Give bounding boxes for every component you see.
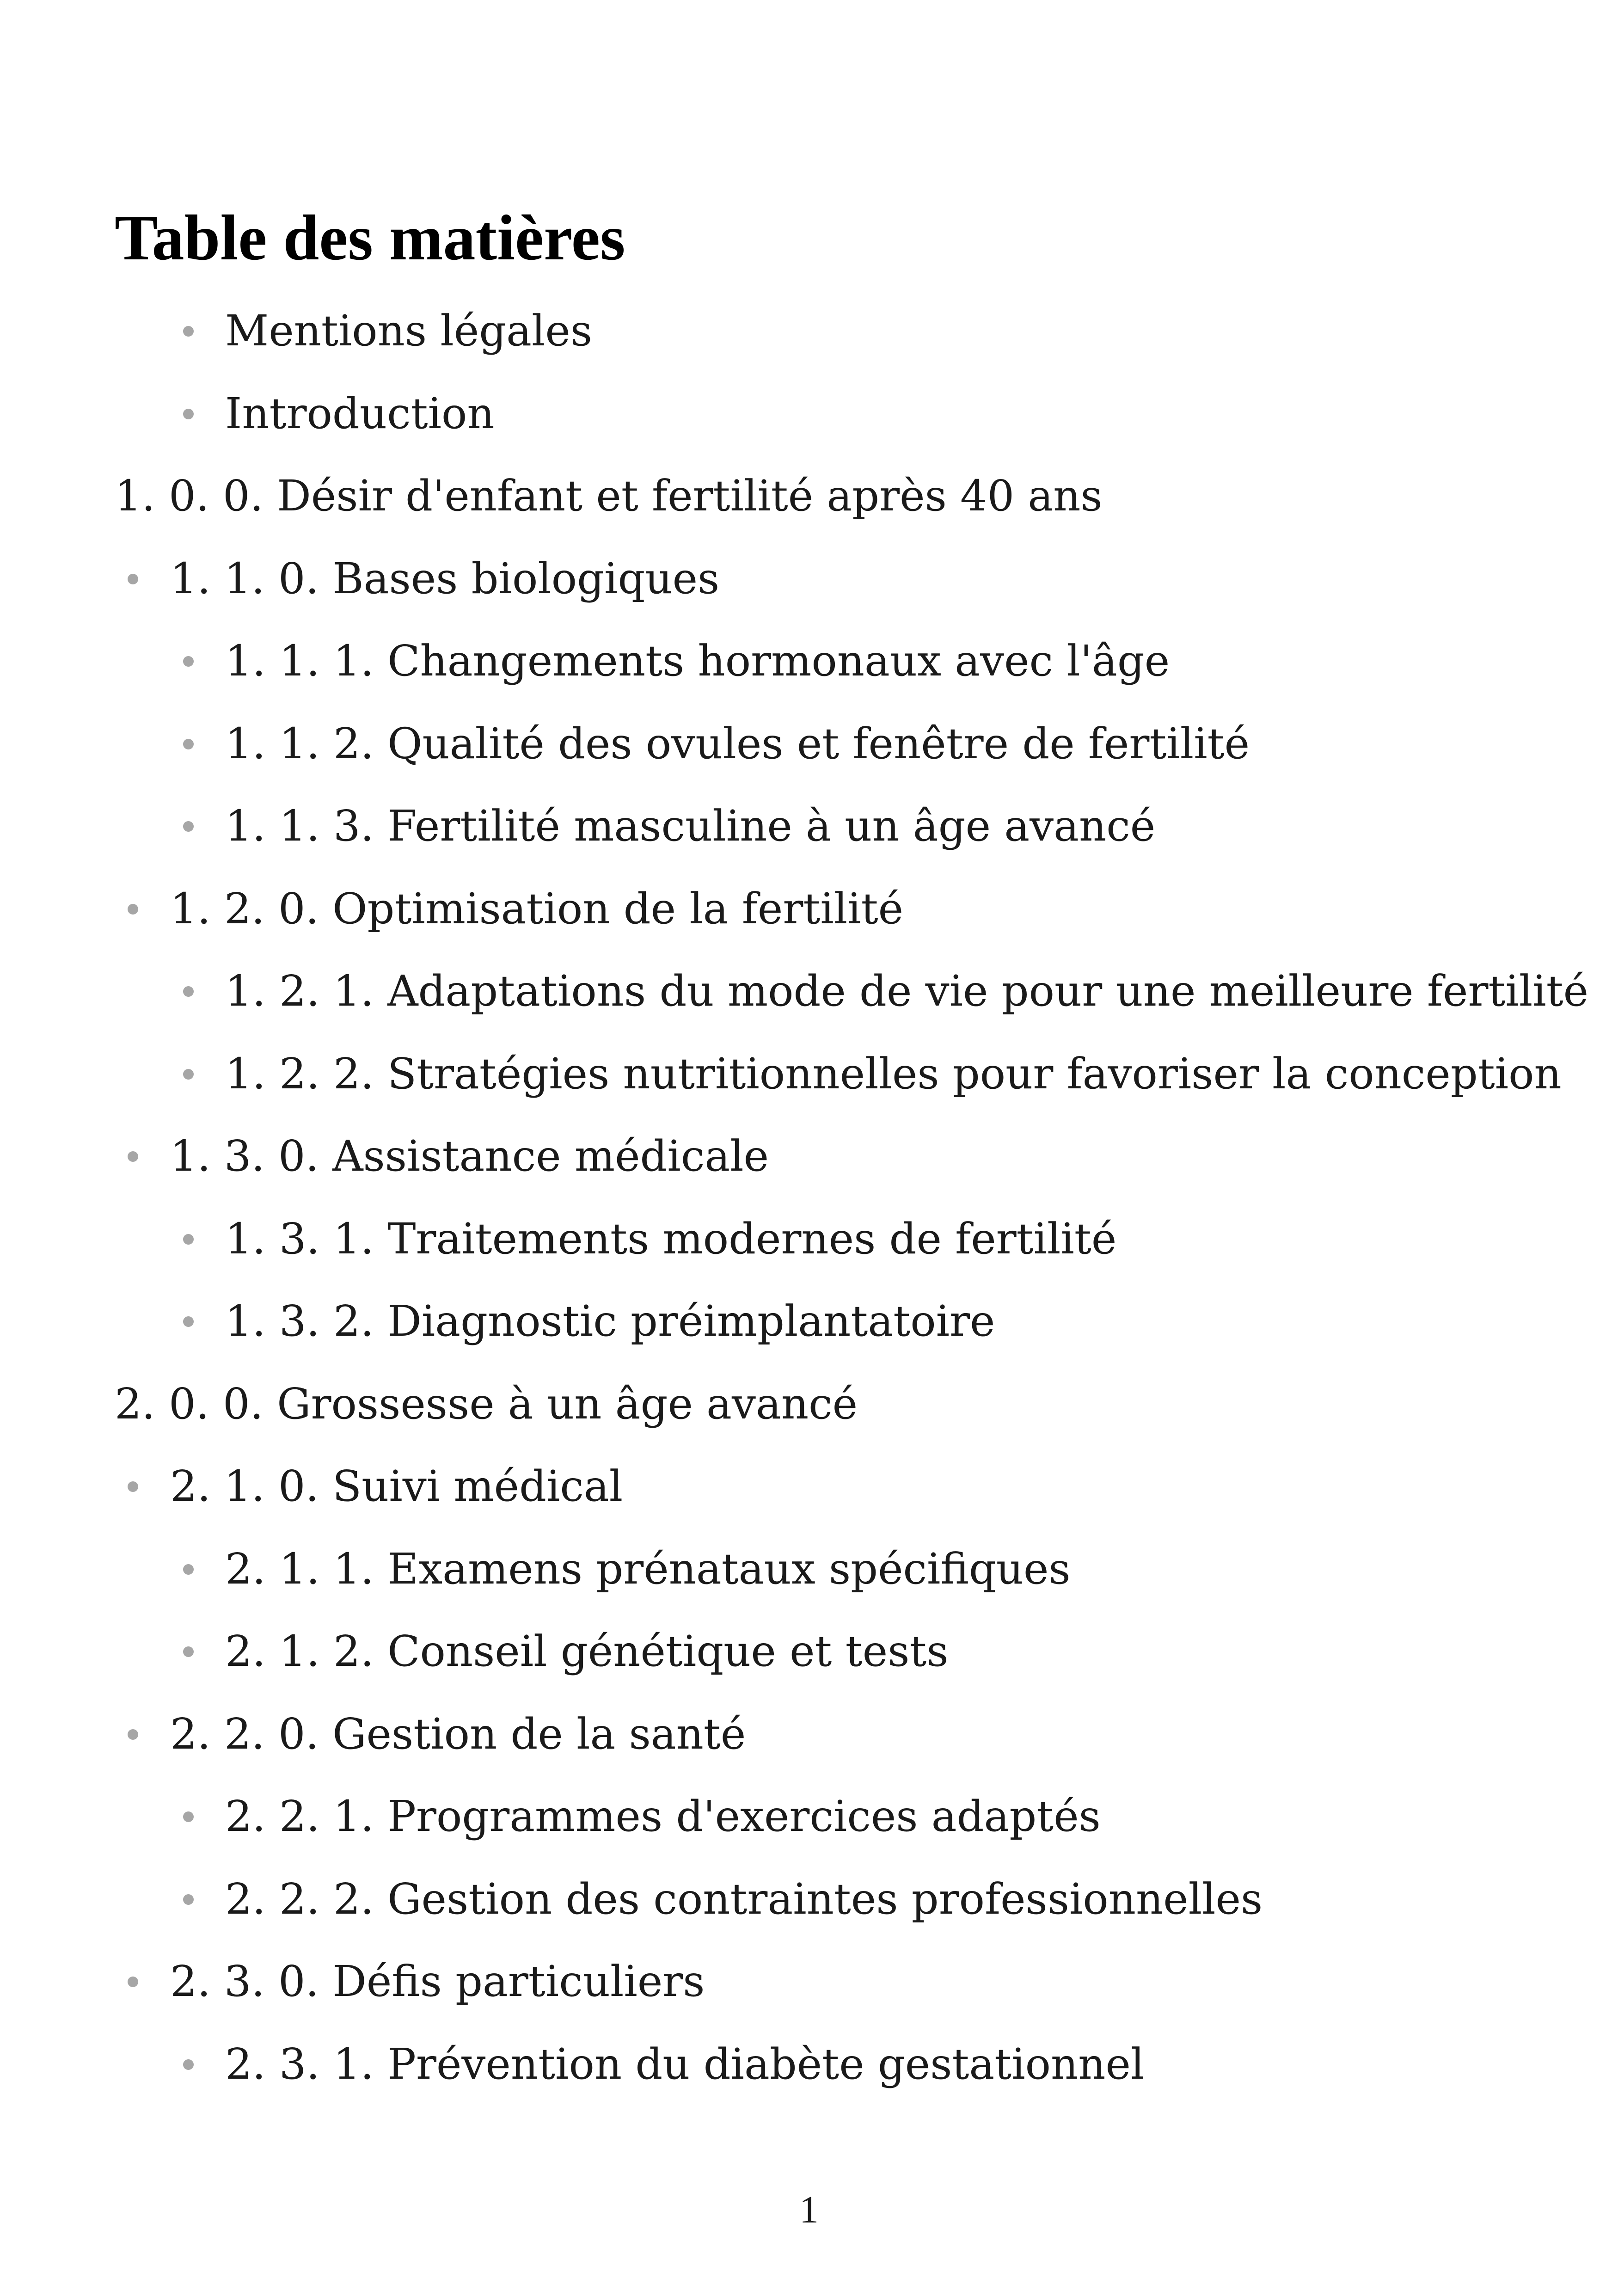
toc-section-entry[interactable] — [0, 1115, 1618, 1198]
toc-chapter-entry[interactable] — [0, 1363, 1618, 1446]
bullet-icon — [128, 904, 138, 915]
toc-entry-label[interactable]: 2. 2. 1. Programmes d'exercices adaptés — [225, 1792, 1101, 1841]
toc-entry-label[interactable]: 1. 1. 0. Bases biologiques — [170, 553, 720, 603]
toc-section-entry[interactable] — [0, 1940, 1618, 2023]
bullet-icon — [183, 2059, 194, 2070]
toc-subsection-entry[interactable] — [0, 1858, 1618, 1941]
toc-subsection-entry[interactable] — [0, 1198, 1618, 1281]
bullet-icon — [183, 1811, 194, 1822]
bullet-icon — [128, 1729, 138, 1740]
bullet-icon — [183, 326, 194, 337]
toc-entry-label[interactable]: 2. 3. 0. Défis particuliers — [170, 1957, 705, 2006]
toc-subsection-entry[interactable] — [0, 1033, 1618, 1116]
toc-entry-label[interactable]: 1. 1. 2. Qualité des ovules et fenêtre de fertilité — [225, 718, 1250, 768]
toc-entry-label[interactable]: 2. 1. 2. Conseil génétique et tests — [225, 1627, 949, 1676]
toc-list — [0, 290, 1618, 2106]
toc-subsection-entry[interactable] — [0, 373, 1618, 455]
bullet-icon — [128, 574, 138, 584]
bullet-icon — [183, 1894, 194, 1905]
bullet-icon — [183, 1234, 194, 1245]
toc-subsection-entry[interactable] — [0, 1280, 1618, 1363]
toc-subsection-entry[interactable] — [0, 950, 1618, 1033]
toc-entry-label[interactable]: 1. 3. 1. Traitements modernes de fertilité — [225, 1214, 1117, 1264]
toc-subsection-entry[interactable] — [0, 290, 1618, 373]
toc-entry-label[interactable]: 1. 2. 0. Optimisation de la fertilité — [170, 884, 904, 933]
toc-entry-label[interactable]: 1. 0. 0. Désir d'enfant et fertilité après 40 ans — [115, 471, 1103, 521]
bullet-icon — [128, 1151, 138, 1162]
bullet-icon — [183, 409, 194, 419]
toc-section-entry[interactable] — [0, 868, 1618, 951]
bullet-icon — [183, 1564, 194, 1575]
toc-entry-label[interactable]: Mentions légales — [225, 306, 593, 356]
toc-chapter-entry[interactable] — [0, 455, 1618, 538]
toc-section-entry[interactable] — [0, 538, 1618, 620]
page-number: 1 — [799, 2188, 819, 2231]
bullet-icon — [183, 1316, 194, 1327]
toc-subsection-entry[interactable] — [0, 703, 1618, 786]
toc-entry-label[interactable]: 1. 2. 1. Adaptations du mode de vie pour une meilleure fertilité — [225, 966, 1589, 1016]
bullet-icon — [183, 986, 194, 997]
bullet-icon — [183, 1069, 194, 1080]
toc-section-entry[interactable] — [0, 1693, 1618, 1776]
toc-subsection-entry[interactable] — [0, 1775, 1618, 1858]
bullet-icon — [128, 1481, 138, 1492]
toc-entry-label[interactable]: 2. 1. 1. Examens prénataux spécifiques — [225, 1544, 1071, 1594]
bullet-icon — [183, 1646, 194, 1657]
toc-section-entry[interactable] — [0, 1445, 1618, 1528]
toc-entry-label[interactable]: 1. 1. 3. Fertilité masculine à un âge avancé — [225, 801, 1156, 851]
toc-entry-label[interactable]: 2. 1. 0. Suivi médical — [170, 1461, 623, 1511]
toc-subsection-entry[interactable] — [0, 620, 1618, 703]
toc-subsection-entry[interactable] — [0, 1528, 1618, 1611]
bullet-icon — [128, 1977, 138, 1987]
toc-subsection-entry[interactable] — [0, 1610, 1618, 1693]
bullet-icon — [183, 821, 194, 832]
toc-subsection-entry[interactable] — [0, 2023, 1618, 2106]
toc-entry-label[interactable]: 1. 1. 1. Changements hormonaux avec l'âge — [225, 636, 1170, 686]
toc-entry-label[interactable]: 2. 2. 2. Gestion des contraintes professionnelles — [225, 1874, 1263, 1924]
toc-entry-label[interactable]: 2. 0. 0. Grossesse à un âge avancé — [115, 1379, 858, 1429]
toc-entry-label[interactable]: 2. 2. 0. Gestion de la santé — [170, 1709, 746, 1759]
toc-heading: Table des matières — [115, 202, 625, 274]
toc-entry-label[interactable]: 1. 2. 2. Stratégies nutritionnelles pour favoriser la conception — [225, 1049, 1562, 1099]
toc-entry-label[interactable]: Introduction — [225, 388, 495, 438]
toc-subsection-entry[interactable] — [0, 785, 1618, 868]
toc-entry-label[interactable]: 1. 3. 0. Assistance médicale — [170, 1131, 769, 1181]
bullet-icon — [183, 656, 194, 667]
toc-entry-label[interactable]: 1. 3. 2. Diagnostic préimplantatoire — [225, 1296, 995, 1346]
bullet-icon — [183, 739, 194, 749]
toc-entry-label[interactable]: 2. 3. 1. Prévention du diabète gestationnel — [225, 2039, 1145, 2089]
